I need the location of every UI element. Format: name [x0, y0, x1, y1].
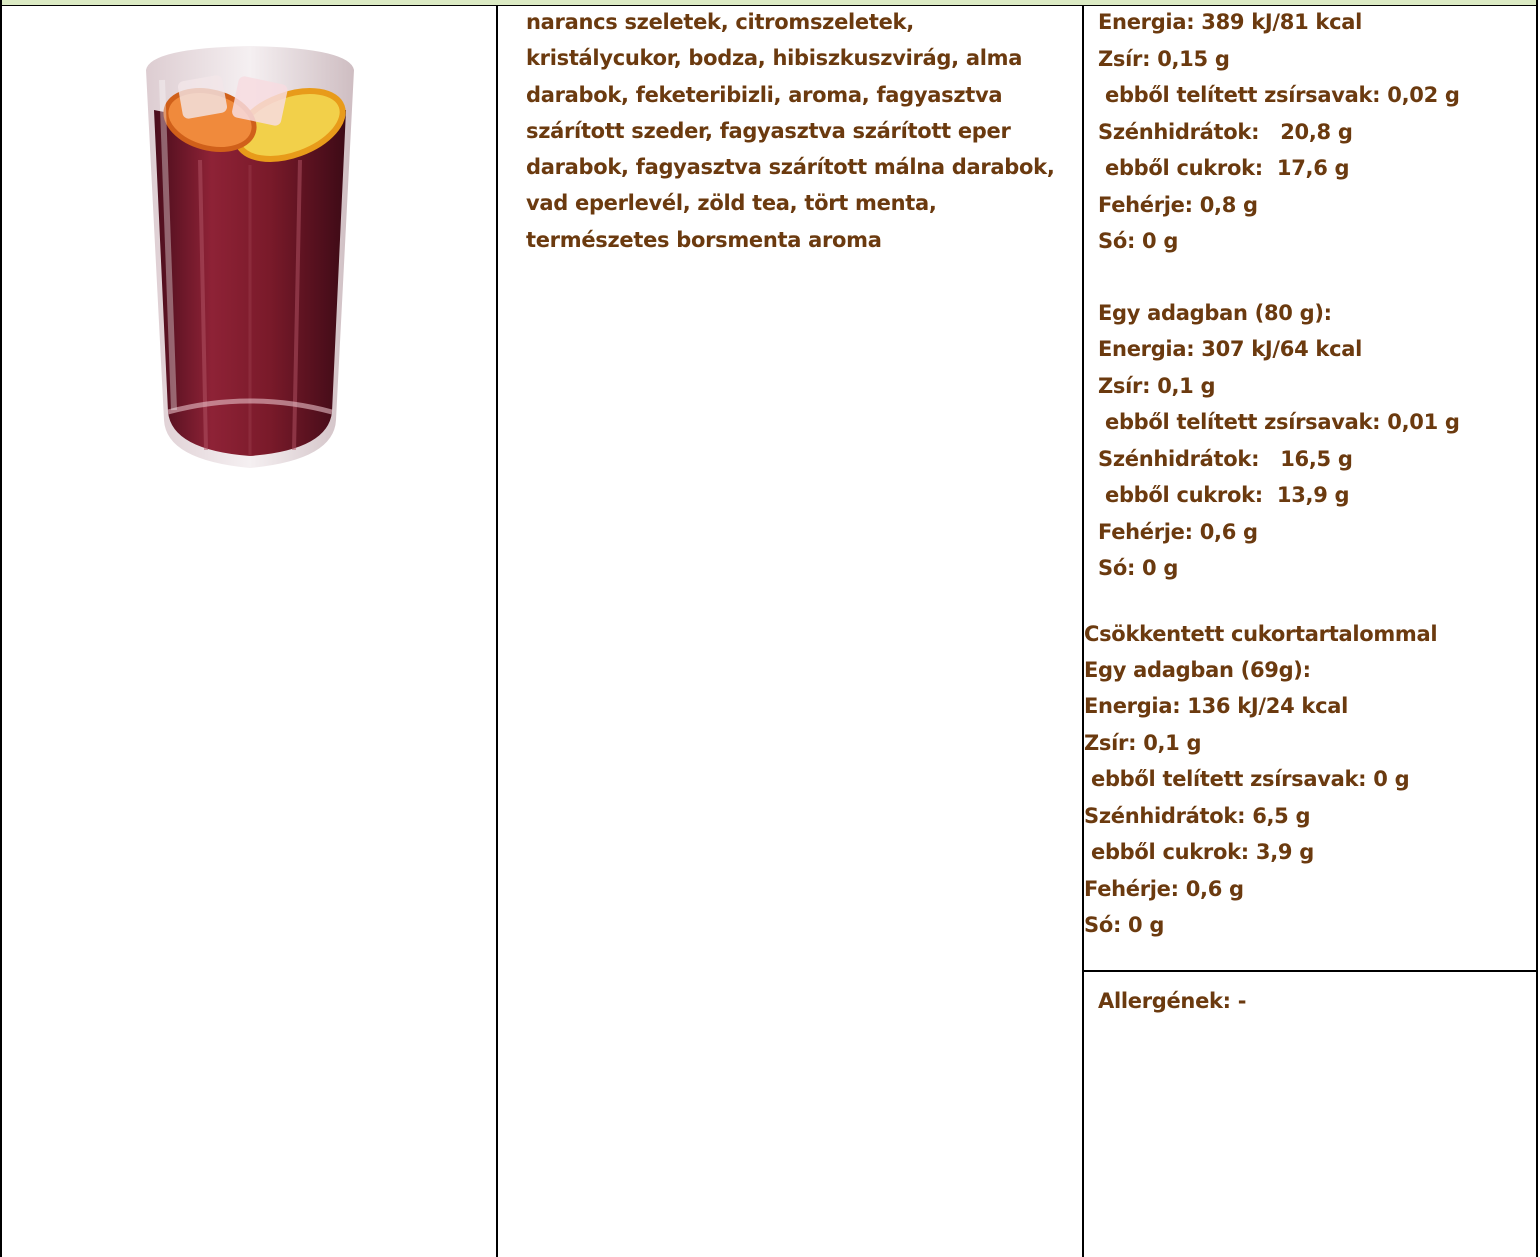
- nutrition-line: Energia: 307 kJ/64 kcal: [1098, 337, 1363, 361]
- nutrition-line: Zsír: 0,1 g: [1084, 730, 1202, 755]
- nutrition-line: Só: 0 g: [1098, 556, 1179, 580]
- nutrition-line: ebből cukrok: 17,6 g: [1098, 156, 1350, 180]
- nutrition-line: Szénhidrátok: 16,5 g: [1098, 446, 1353, 471]
- nutrition-line: Energia: 136 kJ/24 kcal: [1084, 694, 1349, 718]
- allergen-row-divider: [1082, 970, 1538, 972]
- nutrition-line: Szénhidrátok: 6,5 g: [1084, 803, 1311, 828]
- nutrition-line: Fehérje: 0,6 g: [1098, 519, 1258, 544]
- nutrition-line: ebből telített zsírsavak: 0 g: [1084, 767, 1410, 791]
- table-left-border: [0, 0, 2, 1257]
- column-divider-1: [496, 6, 498, 1257]
- serving-heading: Egy adagban (80 g):: [1098, 301, 1332, 325]
- allergens-text: Allergének: -: [1098, 989, 1247, 1013]
- nutrition-line: Zsír: 0,1 g: [1098, 373, 1216, 398]
- nutrition-per-100g: [1098, 4, 1460, 260]
- iced-tea-glass-image: [140, 40, 360, 484]
- ingredients-text: narancs szeletek, citromszeletek, kristálycukor, bodza, hibiszkuszvirág, alma darabok, feketeribizli, aroma, fagyasztva szárított szeder, fagyasztva szárított eper darabok, fagyasztva szárított málna darabok, vad eperlevél, zöld tea, tört menta, természetes borsmenta aroma: [526, 10, 1055, 252]
- nutrition-line: ebből telített zsírsavak: 0,01 g: [1098, 410, 1460, 434]
- nutrition-line: Só: 0 g: [1084, 913, 1165, 937]
- reduced-sugar-heading: Csökkentett cukortartalommal: [1084, 622, 1438, 646]
- nutrition-line: Zsír: 0,15 g: [1098, 46, 1230, 71]
- nutrition-line: ebből telített zsírsavak: 0,02 g: [1098, 83, 1460, 107]
- nutrition-line: Fehérje: 0,6 g: [1084, 876, 1244, 901]
- nutrition-per-serving: [1098, 331, 1460, 587]
- nutrition-line: Só: 0 g: [1098, 229, 1179, 253]
- table-right-border: [1536, 0, 1538, 1257]
- reduced-serving-heading: Egy adagban (69g):: [1084, 658, 1311, 682]
- nutrition-line: Fehérje: 0,8 g: [1098, 192, 1258, 217]
- nutrition-line: ebből cukrok: 3,9 g: [1084, 840, 1314, 864]
- nutrition-reduced-sugar: [1084, 688, 1409, 944]
- nutrition-line: Szénhidrátok: 20,8 g: [1098, 119, 1353, 144]
- nutrition-line: Energia: 389 kJ/81 kcal: [1098, 10, 1363, 34]
- nutrition-line: ebből cukrok: 13,9 g: [1098, 483, 1350, 507]
